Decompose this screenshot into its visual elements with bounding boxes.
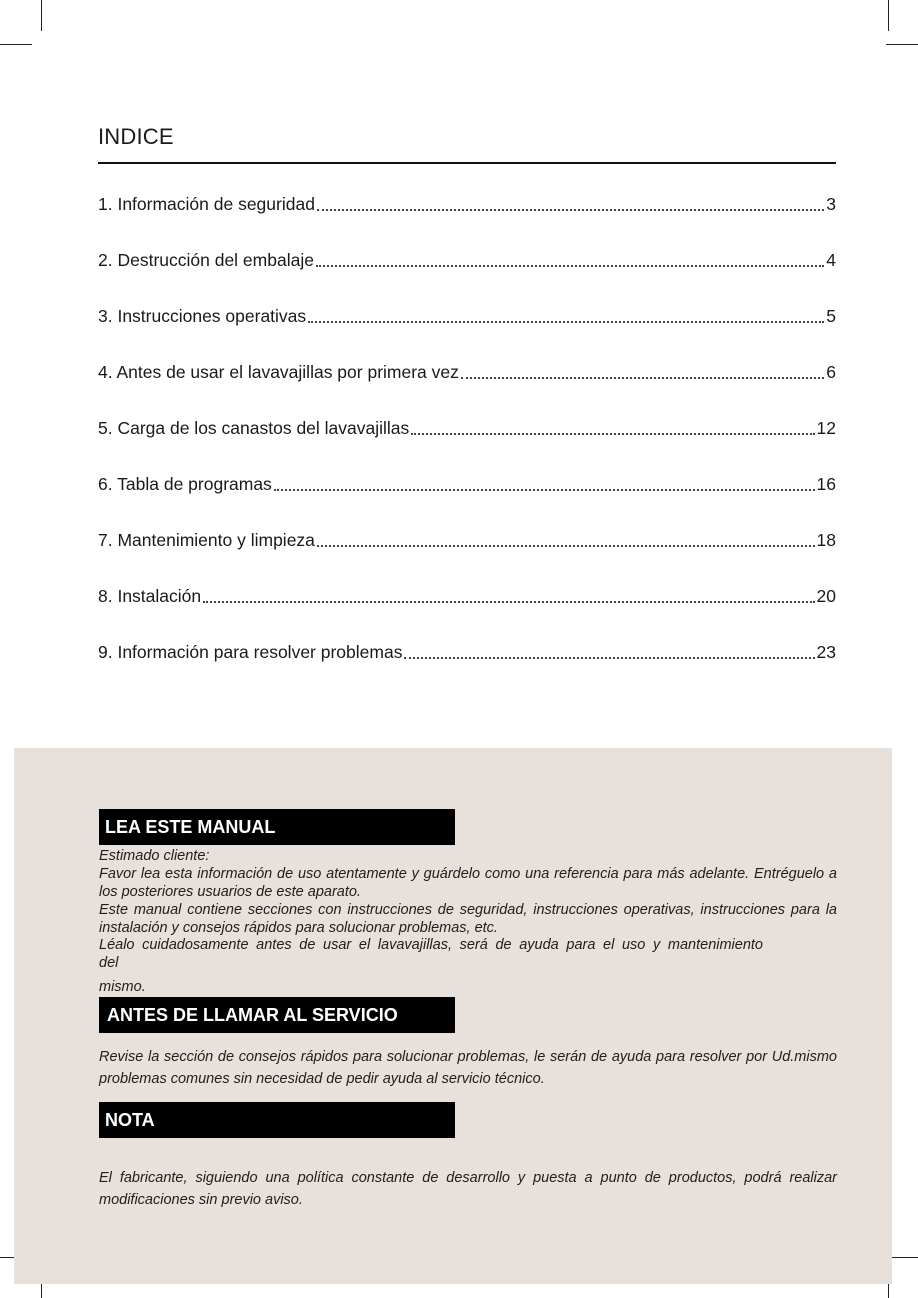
- before-service-text: Revise la sección de consejos rápidos para solucionar problemas, le serán de ayuda para resolver por Ud.mismo problemas comunes sin necesidad de pedir ayuda al servicio técnico.: [99, 1049, 837, 1087]
- toc-item-label: 9. Información para resolver problemas: [98, 642, 403, 662]
- toc-item-label: 5. Carga de los canastos del lavavajillas: [98, 418, 410, 438]
- toc-item-label: 2. Destrucción del embalaje: [98, 250, 314, 270]
- toc-item[interactable]: [98, 586, 836, 608]
- toc-leader: [411, 432, 814, 435]
- toc-item-page: 16: [816, 474, 836, 494]
- toc-leader: [203, 600, 814, 603]
- read-manual-paragraph-end: mismo.: [99, 979, 146, 995]
- toc-leader: [317, 208, 824, 211]
- toc-leader: [404, 656, 814, 659]
- read-manual-greeting: Estimado cliente:: [99, 848, 210, 864]
- toc-item-page: 5: [826, 306, 836, 326]
- toc-item-label: 1. Información de seguridad: [98, 194, 315, 214]
- note-text: El fabricante, siguiendo una política constante de desarrollo y puesta a punto de productos, podrá realizar modificaciones sin previo aviso.: [99, 1170, 837, 1208]
- crop-mark: [886, 44, 918, 45]
- title-divider: [98, 162, 836, 164]
- note-heading: NOTA: [99, 1102, 455, 1138]
- toc-item-label: 7. Mantenimiento y limpieza: [98, 530, 315, 550]
- toc-item[interactable]: [98, 642, 836, 664]
- read-manual-paragraph: Favor lea esta información de uso atentamente y guárdelo como una referencia para más adelante. Entréguelo a los posteriores usuarios de este aparato.: [99, 866, 837, 900]
- toc-leader: [317, 544, 815, 547]
- toc-item-page: 18: [816, 530, 836, 550]
- toc-item[interactable]: [98, 194, 836, 216]
- toc-item-page: 12: [816, 418, 836, 438]
- read-manual-heading: LEA ESTE MANUAL: [99, 809, 455, 845]
- read-manual-paragraph: Léalo cuidadosamente antes de usar el lavavajillas, será de ayuda para el uso y mantenimiento del: [99, 937, 763, 971]
- read-manual-paragraph: Este manual contiene secciones con instrucciones de seguridad, instrucciones operativas, instrucciones para la instalación y consejos rápidos para solucionar problemas, etc.: [99, 902, 837, 936]
- toc-item-label: 6. Tabla de programas: [98, 474, 272, 494]
- crop-mark: [888, 0, 889, 31]
- toc-item-label: 4. Antes de usar el lavavajillas por primera vez: [98, 362, 459, 382]
- toc-item-page: 4: [826, 250, 836, 270]
- toc-leader: [308, 320, 824, 323]
- toc-leader: [316, 264, 824, 267]
- toc-item-label: 8. Instalación: [98, 586, 202, 606]
- crop-mark: [0, 44, 32, 45]
- before-service-heading: ANTES DE LLAMAR AL SERVICIO: [99, 997, 455, 1033]
- toc-leader: [274, 488, 815, 491]
- page-title: INDICE: [98, 124, 174, 149]
- toc-item-page: 23: [816, 642, 836, 662]
- toc-item-label: 3. Instrucciones operativas: [98, 306, 307, 326]
- toc-leader: [461, 376, 824, 379]
- toc-item[interactable]: [98, 530, 836, 552]
- toc-item-page: 20: [816, 586, 836, 606]
- toc-item[interactable]: [98, 306, 836, 328]
- toc-item-page: 3: [826, 194, 836, 214]
- toc-item[interactable]: [98, 250, 836, 272]
- toc-item[interactable]: [98, 418, 836, 440]
- toc-item[interactable]: [98, 362, 836, 384]
- crop-mark: [41, 0, 42, 31]
- toc-item[interactable]: [98, 474, 836, 496]
- toc-item-page: 6: [826, 362, 836, 382]
